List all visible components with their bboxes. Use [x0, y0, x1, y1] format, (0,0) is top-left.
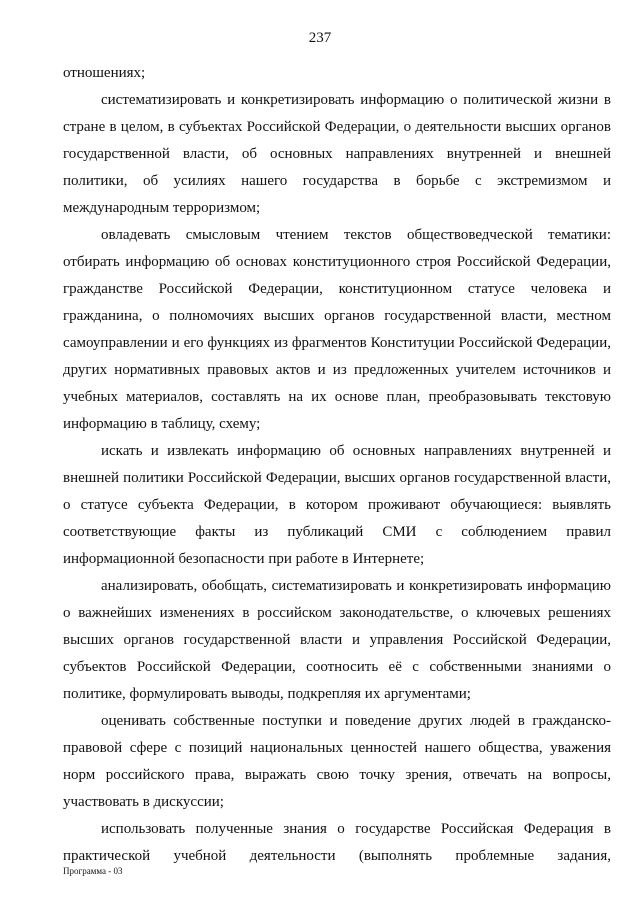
paragraph-analyze: анализировать, обобщать, систематизировать и конкретизировать информацию о важнейших изменениях в российском законодательстве, о ключевых решениях высших органов государственной власти и управления Российской Федерации, субъектов Российской Федерации, соотносить её с собственными знаниями о политике, формулировать выводы, подкрепляя их аргументами; [63, 578, 611, 702]
document-body [63, 60, 611, 870]
paragraph-semantic-reading: овладевать смысловым чтением текстов обществоведческой тематики: отбирать информацию об основах конституционного строя Российской Федерации, гражданстве Российской Федерации, конституционном статусе человека и гражданина, о полномочиях высших органов государственной власти, местном самоуправлении и его функциях из фрагментов Конституции Российской Федерации, других нормативных правовых актов и из предложенных учителем источников и учебных материалов, составлять на их основе план, преобразовывать текстовую информацию в таблицу, схему; [63, 227, 611, 432]
paragraph-systematize: систематизировать и конкретизировать информацию о политической жизни в стране в целом, в субъектах Российской Федерации, о деятельности высших органов государственной власти, об основных направлениях внутренней и внешней политики, об усилиях нашего государства в борьбе с экстремизмом и международным терроризмом; [63, 92, 611, 216]
paragraph-evaluate: оценивать собственные поступки и поведение других людей в гражданско-правовой сфере с позиций национальных ценностей нашего общества, уважения норм российского права, выражать свою точку зрения, отвечать на вопросы, участвовать в дискуссии; [63, 713, 611, 810]
paragraph-use-knowledge: использовать полученные знания о государстве Российская Федерация в практической учебной деятельности (выполнять проблемные задания, [63, 821, 611, 864]
paragraph-search-extract: искать и извлекать информацию об основных направлениях внутренней и внешней политики Российской Федерации, высших органов государственной власти, о статусе субъекта Федерации, в котором проживают обучающиеся: выявлять соответствующие факты из публикаций СМИ с соблюдением правил информационной безопасности при работе в Интернете; [63, 443, 611, 567]
page-number: 237 [308, 30, 332, 46]
paragraph-continuation: отношениях; [63, 65, 146, 81]
page-footer: Программа - 03 [63, 866, 123, 876]
